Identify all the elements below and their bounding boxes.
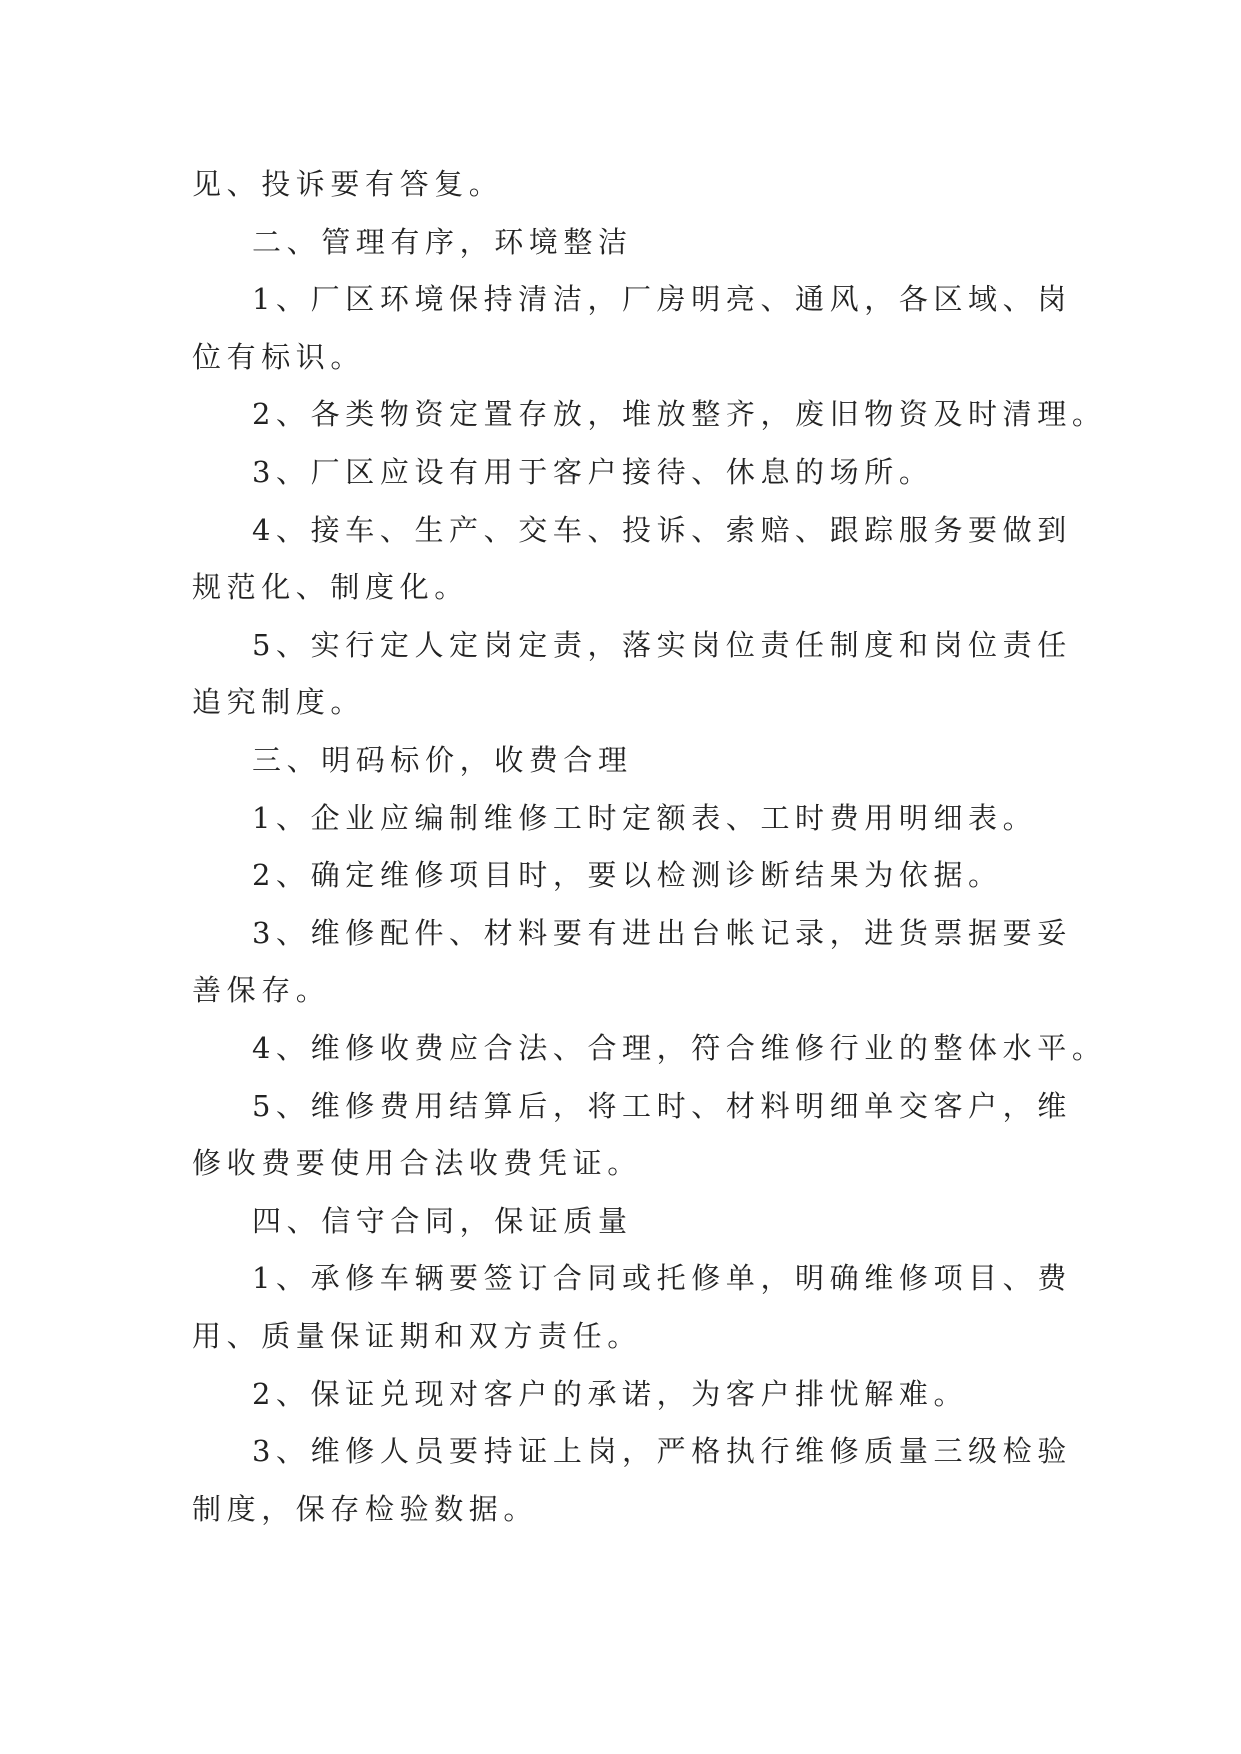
text-line: 5、实行定人定岗定责，落实岗位责任制度和岗位责任 xyxy=(252,628,1072,662)
text-line: 3、维修配件、材料要有进出台帐记录，进货票据要妥 xyxy=(252,916,1072,950)
text-line: 3、厂区应设有用于客户接待、休息的场所。 xyxy=(252,455,934,489)
text-line: 4、维修收费应合法、合理，符合维修行业的整体水平。 xyxy=(252,1031,1107,1065)
text-line: 3、维修人员要持证上岗，严格执行维修质量三级检验 xyxy=(252,1434,1072,1468)
text-line: 用、质量保证期和双方责任。 xyxy=(192,1319,642,1353)
text-line: 1、承修车辆要签订合同或托修单，明确维修项目、费 xyxy=(252,1261,1072,1295)
text-line: 位有标识。 xyxy=(192,340,366,374)
text-line: 2、各类物资定置存放，堆放整齐，废旧物资及时清理。 xyxy=(252,397,1107,431)
section-heading: 三、明码标价，收费合理 xyxy=(252,743,633,777)
text-line: 5、维修费用结算后，将工时、材料明细单交客户，维 xyxy=(252,1089,1072,1123)
text-line: 4、接车、生产、交车、投诉、索赔、跟踪服务要做到 xyxy=(252,513,1072,547)
section-heading: 二、管理有序，环境整洁 xyxy=(252,225,633,259)
text-line: 1、企业应编制维修工时定额表、工时费用明细表。 xyxy=(252,801,1038,835)
section-heading: 四、信守合同，保证质量 xyxy=(252,1204,633,1238)
text-line: 追究制度。 xyxy=(192,685,366,719)
text-line: 2、保证兑现对客户的承诺，为客户排忧解难。 xyxy=(252,1377,969,1411)
text-line: 制度，保存检验数据。 xyxy=(192,1492,539,1526)
text-line: 善保存。 xyxy=(192,973,331,1007)
text-line: 2、确定维修项目时，要以检测诊断结果为依据。 xyxy=(252,858,1003,892)
text-line: 规范化、制度化。 xyxy=(192,570,469,604)
text-line: 修收费要使用合法收费凭证。 xyxy=(192,1146,642,1180)
text-line: 见、投诉要有答复。 xyxy=(192,167,504,201)
text-line: 1、厂区环境保持清洁，厂房明亮、通风，各区域、岗 xyxy=(252,282,1072,316)
